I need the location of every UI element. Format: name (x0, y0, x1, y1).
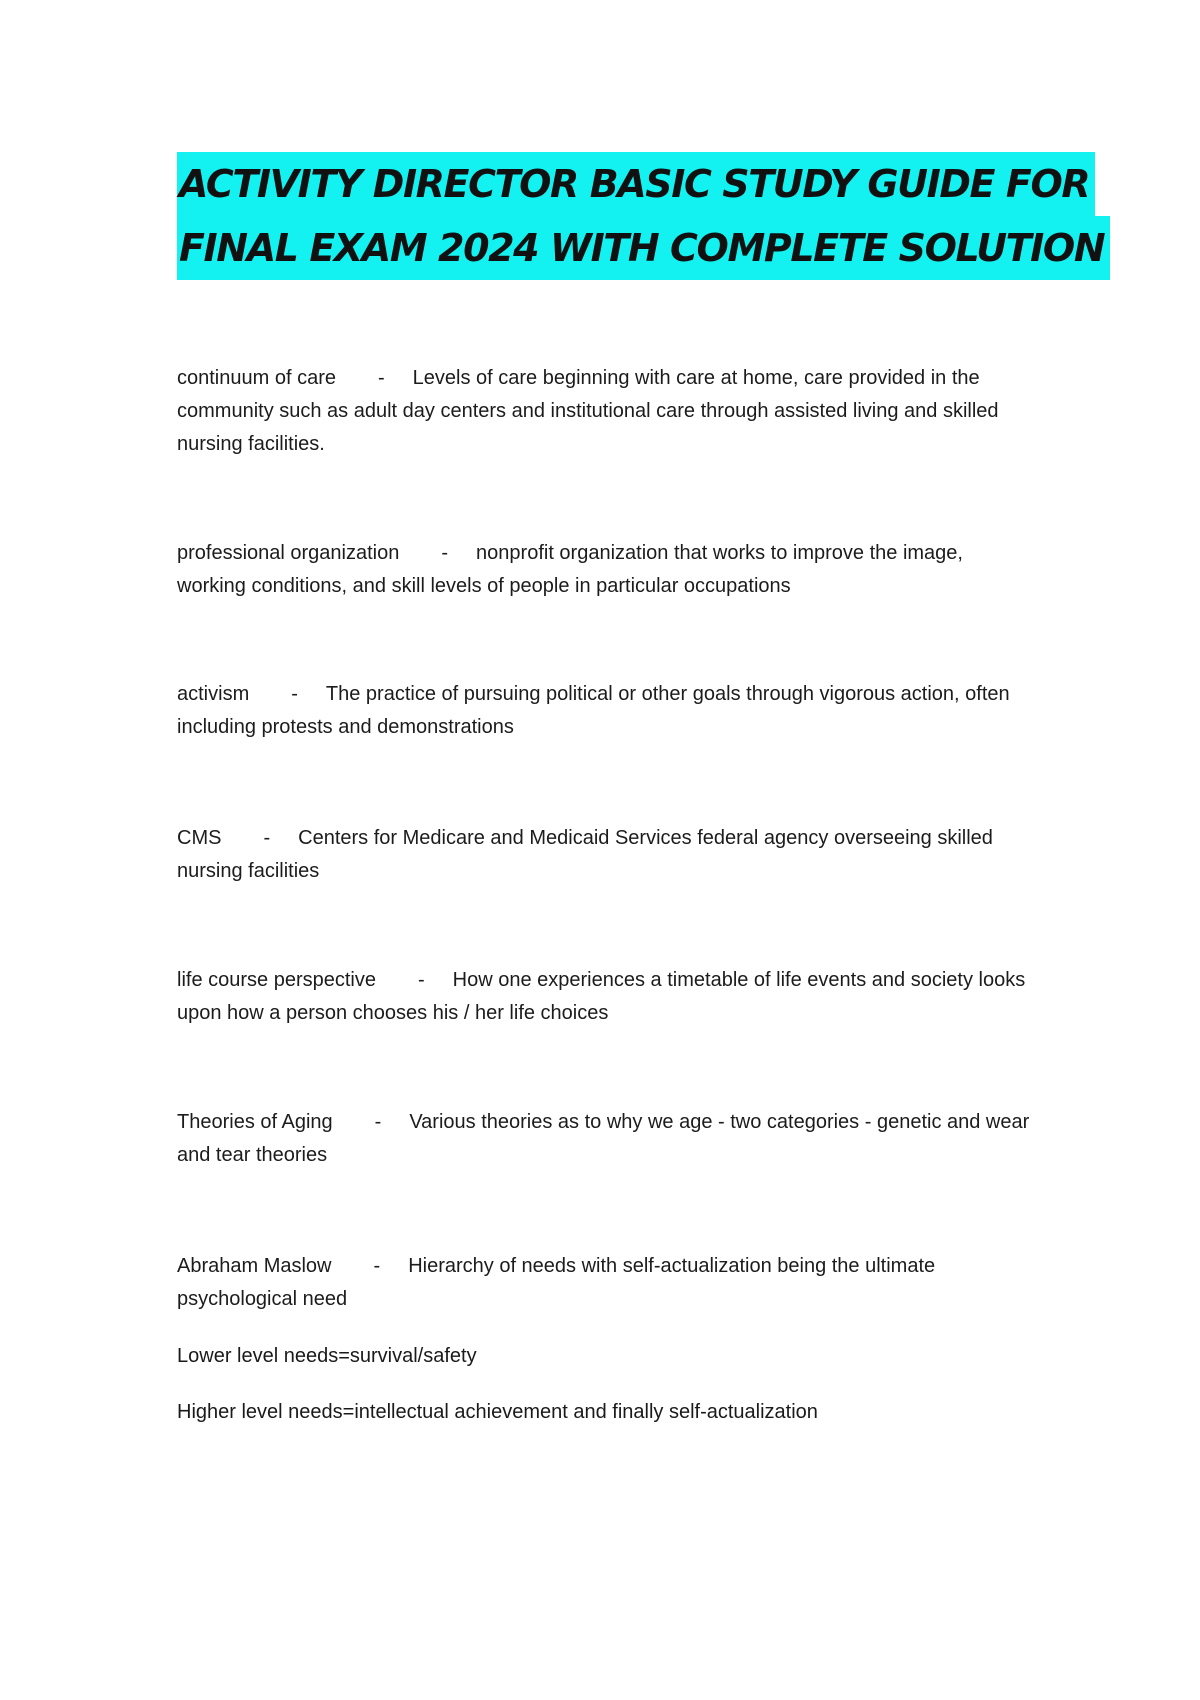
definition: Hierarchy of needs with self-actualization being the ultimate psychological need (177, 1255, 936, 1310)
note-lower-needs: Lower level needs=survival/safety (177, 1345, 477, 1367)
separator: - (441, 542, 449, 564)
term: Theories of Aging (177, 1111, 333, 1133)
definition: Levels of care beginning with care at home, care provided in the community such as adult day centers and institutional care through assisted living and skilled nursing facilities. (177, 367, 999, 455)
separator: - (291, 683, 298, 705)
definition: Centers for Medicare and Medicaid Services federal agency overseeing skilled nursing facilities (177, 827, 993, 882)
term: activism (177, 683, 250, 705)
definition: nonprofit organization that works to improve the image, working conditions, and skill levels of people in particular occupations (177, 542, 963, 597)
definition: Various theories as to why we age - two categories - genetic and wear and tear theories (177, 1111, 1030, 1166)
title-line-2: FINAL EXAM 2024 WITH COMPLETE SOLUTION (177, 216, 1110, 280)
definition: How one experiences a timetable of life events and society looks upon how a person chooses his / her life choices (177, 969, 1026, 1024)
term: life course perspective (177, 969, 376, 991)
document-title (177, 152, 1105, 280)
separator: - (373, 1255, 381, 1277)
separator: - (377, 367, 385, 389)
term-entry (177, 1106, 1037, 1172)
term-entry (177, 537, 1037, 603)
term-entry (177, 822, 1037, 888)
definition: The practice of pursuing political or other goals through vigorous action, often including protests and demonstrations (177, 683, 1010, 738)
term: CMS (177, 827, 222, 849)
separator: - (263, 827, 271, 849)
separator: - (374, 1111, 382, 1133)
title-line-1: ACTIVITY DIRECTOR BASIC STUDY GUIDE FOR (177, 152, 1095, 216)
term-entry (177, 362, 1037, 461)
term: continuum of care (177, 367, 336, 389)
note-higher-needs: Higher level needs=intellectual achievement and finally self-actualization (177, 1401, 818, 1423)
term-entry (177, 678, 1037, 744)
term-entry (177, 964, 1037, 1030)
term: professional organization (177, 542, 400, 564)
term-entry (177, 1250, 1037, 1316)
separator: - (417, 969, 425, 991)
term: Abraham Maslow (177, 1255, 332, 1277)
